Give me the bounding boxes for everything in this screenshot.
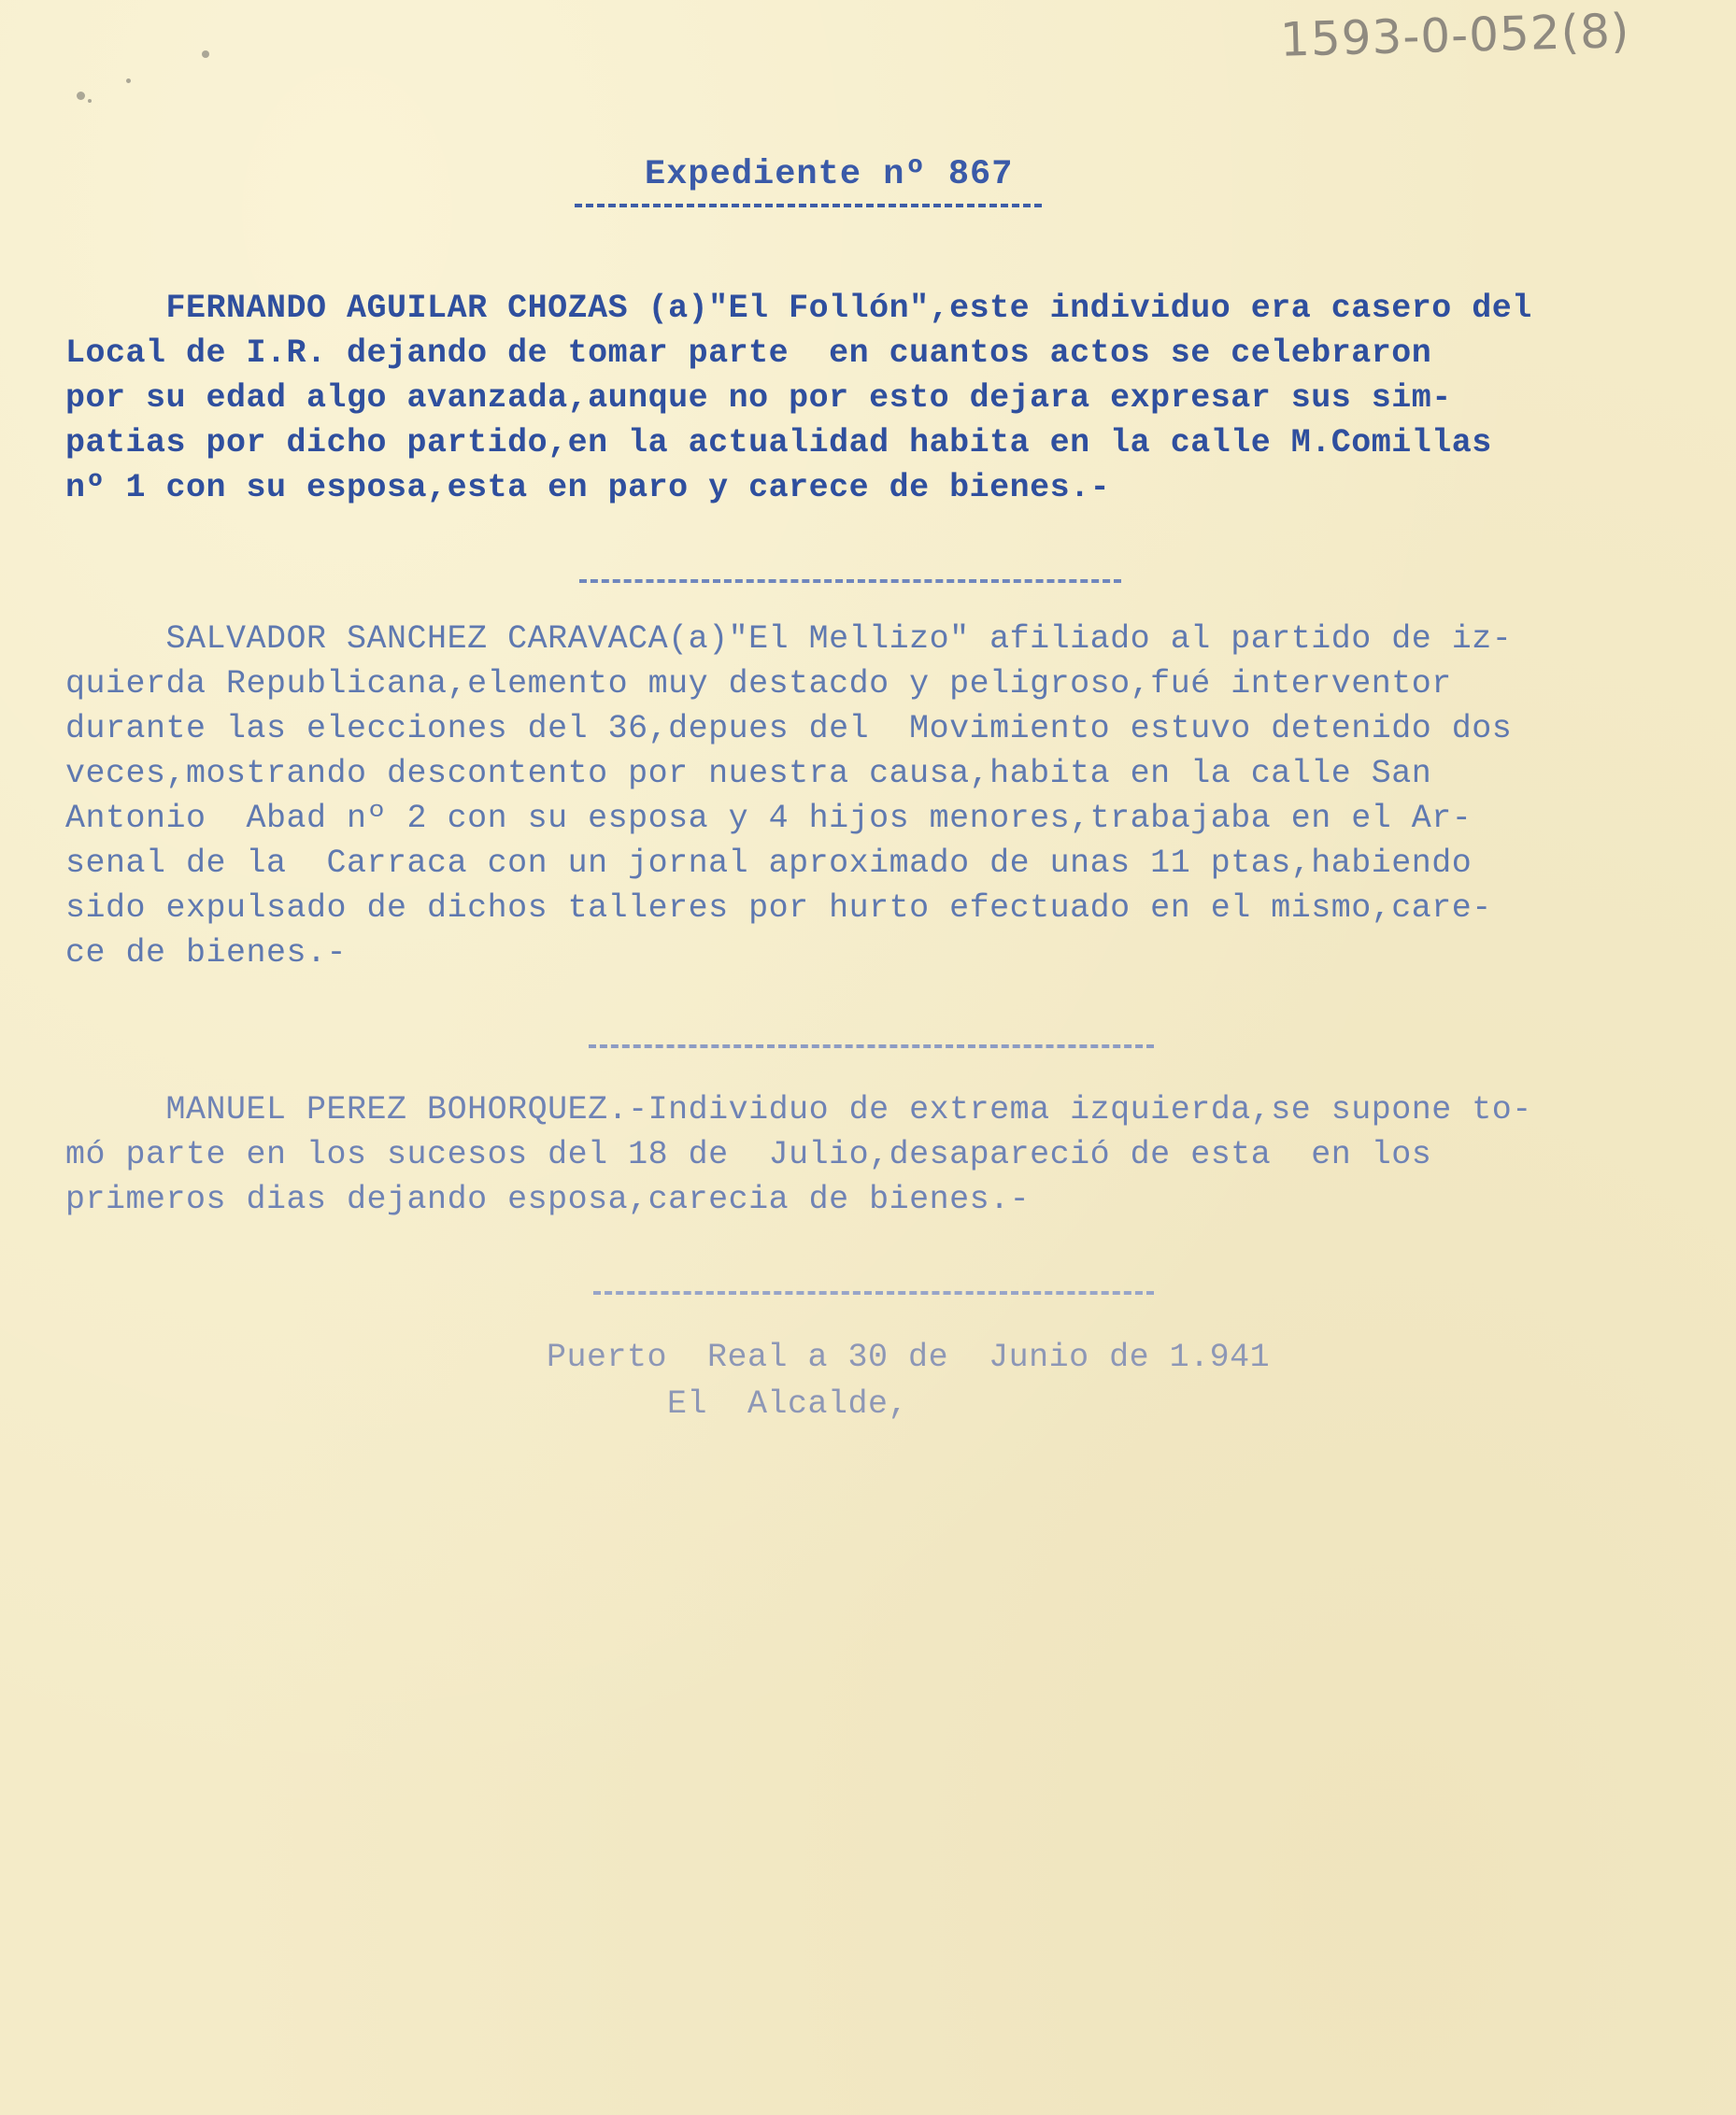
text-line: mó parte en los sucesos del 18 de Julio,desapareció de esta en los	[65, 1136, 1432, 1173]
place-date: Puerto Real a 30 de Junio de 1.941	[547, 1339, 1271, 1376]
text-line: MANUEL PEREZ BOHORQUEZ.-Individuo de extrema izquierda,se supone to-	[65, 1091, 1532, 1128]
signature-title: El Alcalde,	[547, 1385, 909, 1423]
text-line: FERNANDO AGUILAR CHOZAS (a)"El Follón",este individuo era casero del	[65, 290, 1532, 327]
document-title: Expediente nº 867	[645, 155, 1014, 194]
archive-reference: 1593-0-052(8)	[1279, 3, 1631, 67]
text-line: Antonio Abad nº 2 con su esposa y 4 hijos menores,trabajaba en el Ar-	[65, 800, 1473, 837]
text-line: veces,mostrando descontento por nuestra causa,habita en la calle San	[65, 755, 1432, 792]
ink-speck	[88, 99, 92, 103]
text-line: durante las elecciones del 36,depues del Movimiento estuvo detenido dos	[65, 710, 1513, 747]
text-line: patias por dicho partido,en la actualidad habita en la calle M.Comillas	[65, 424, 1492, 461]
record-paragraph-1	[65, 286, 1729, 510]
ink-speck	[202, 50, 209, 58]
text-line: quierda Republicana,elemento muy destacdo y peligroso,fué interventor	[65, 665, 1452, 703]
ink-speck	[126, 78, 131, 83]
ink-speck	[77, 92, 85, 100]
text-line: ce de bienes.-	[65, 934, 348, 972]
text-line: Local de I.R. dejando de tomar parte en cuantos actos se celebraron	[65, 334, 1432, 372]
section-divider	[593, 1291, 1154, 1295]
section-divider	[579, 579, 1121, 583]
text-line: primeros dias dejando esposa,carecia de bienes.-	[65, 1181, 1031, 1218]
title-underline	[575, 204, 1042, 207]
section-divider	[589, 1044, 1154, 1048]
text-line: por su edad algo avanzada,aunque no por esto dejara expresar sus sim-	[65, 379, 1452, 417]
text-line: SALVADOR SANCHEZ CARAVACA(a)"El Mellizo" afiliado al partido de iz-	[65, 620, 1513, 658]
record-paragraph-2	[65, 617, 1729, 975]
closing-block	[547, 1334, 1270, 1427]
record-paragraph-3	[65, 1087, 1729, 1222]
text-line: sido expulsado de dichos talleres por hurto efectuado en el mismo,care-	[65, 889, 1492, 927]
text-line: nº 1 con su esposa,esta en paro y carece de bienes.-	[65, 469, 1111, 506]
text-line: senal de la Carraca con un jornal aproximado de unas 11 ptas,habiendo	[65, 845, 1473, 882]
